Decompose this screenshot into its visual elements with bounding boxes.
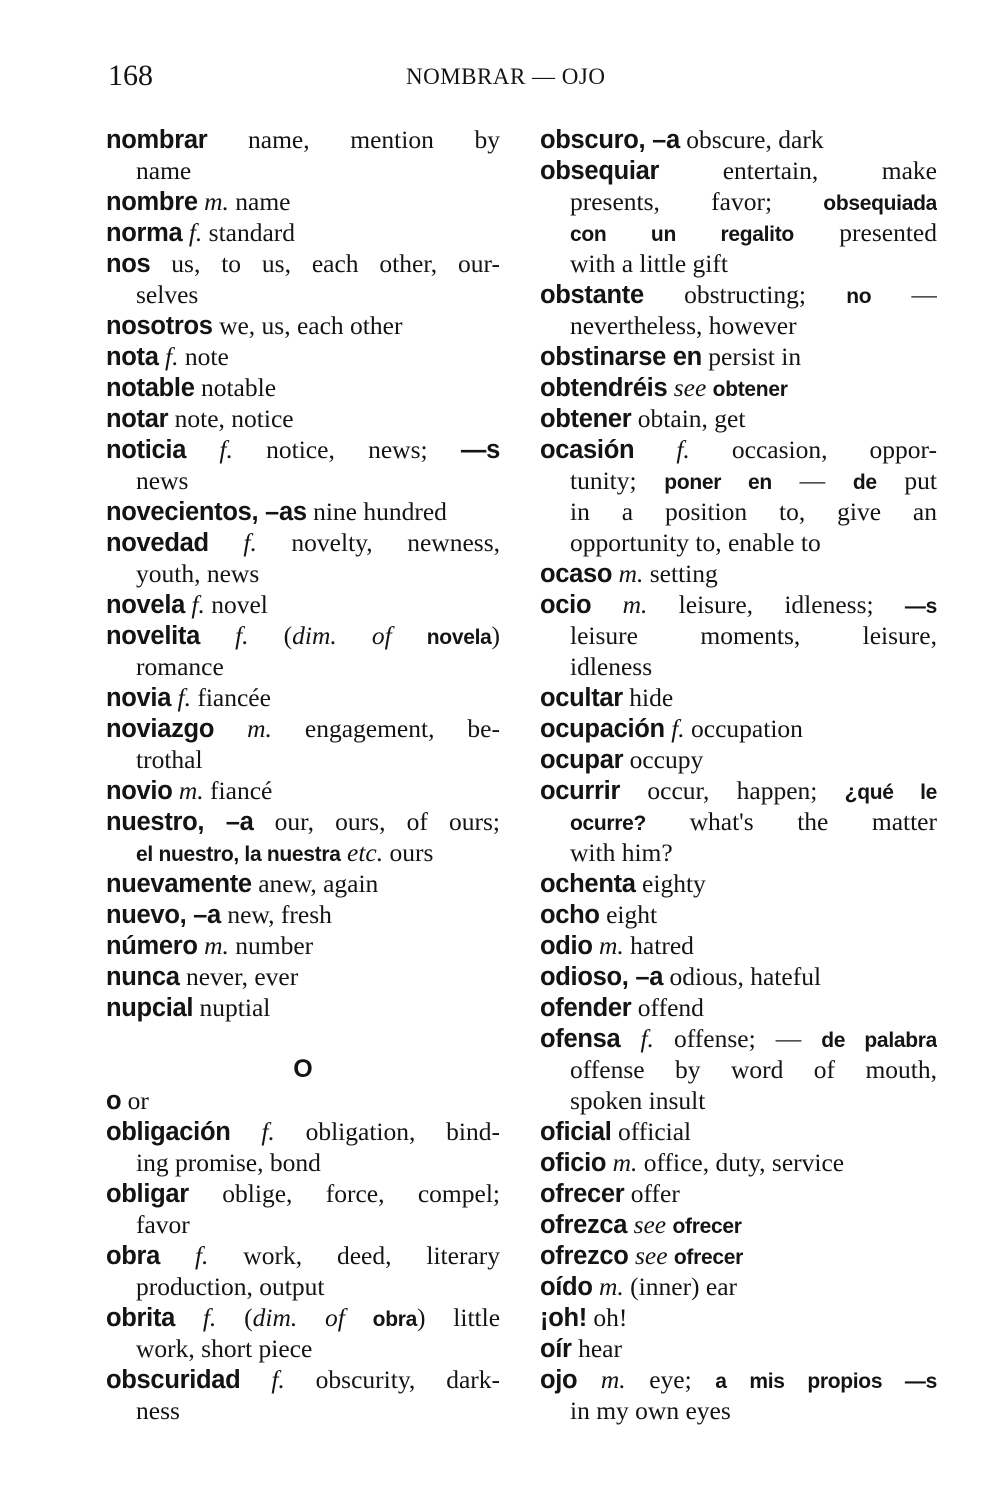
entry-continuation-line <box>106 837 500 868</box>
entry-line <box>540 899 937 930</box>
headword: nuevo, –a <box>106 901 221 929</box>
entry-line <box>540 341 937 372</box>
definition-text: (inner) ear <box>623 1272 738 1301</box>
grammar-label: f. <box>671 714 685 743</box>
definition-text: novel <box>204 590 268 619</box>
definition-text: name <box>228 187 291 216</box>
phrase: ocurre? <box>570 812 647 835</box>
definition-text: opportunity to, enable to <box>570 528 821 557</box>
definition-text: offer <box>624 1179 680 1208</box>
entry-line <box>106 775 500 806</box>
running-head: NOMBRAR — OJO <box>406 64 606 89</box>
definition-text: occur, happen; <box>620 776 845 805</box>
headword: nuevamente <box>106 870 252 898</box>
headword: número <box>106 932 198 960</box>
definition-text <box>214 714 247 743</box>
entry-line <box>106 1085 500 1116</box>
headword: ocurrir <box>540 777 621 805</box>
right-column <box>540 124 937 1426</box>
definition-text <box>620 1024 640 1053</box>
entry-line <box>106 992 500 1023</box>
grammar-label: f. <box>219 435 233 464</box>
headword: nunca <box>106 963 180 991</box>
entry-line <box>540 1333 937 1364</box>
definition-text: with a little gift <box>570 249 728 278</box>
grammar-label: m. <box>204 931 229 960</box>
definition-text <box>240 1365 271 1394</box>
headword: nombre <box>106 188 198 216</box>
headword: nombrar <box>106 126 208 154</box>
headword: ofrecer <box>540 1180 625 1208</box>
definition-text: office, duty, service <box>637 1148 845 1177</box>
entry-line <box>540 1271 937 1302</box>
entry-line <box>540 1178 937 1209</box>
definition-text: obstructing; <box>643 280 847 309</box>
entry-continuation-line <box>106 1395 500 1426</box>
headword: norma <box>106 219 183 247</box>
entry-line <box>540 992 937 1023</box>
definition-text: ness <box>136 1396 180 1425</box>
grammar-label: see <box>633 1210 667 1239</box>
grammar-label: f. <box>235 621 249 650</box>
entry-continuation-line <box>540 217 937 248</box>
definition-text: eight <box>599 900 658 929</box>
grammar-label: m. <box>599 1272 624 1301</box>
grammar-label: m. <box>204 187 229 216</box>
definition-text: standard <box>202 218 296 247</box>
headword: obstante <box>540 281 644 309</box>
definition-text: odious, hateful <box>663 962 822 991</box>
definition-text <box>345 1303 373 1332</box>
entry-line <box>540 1364 937 1395</box>
grammar-label: dim. of <box>292 621 392 650</box>
definition-text: selves <box>136 280 199 309</box>
definition-text: note, notice <box>168 404 294 433</box>
definition-text <box>160 1241 195 1270</box>
definition-text: in my own eyes <box>570 1396 731 1425</box>
grammar-label: m. <box>612 1148 638 1177</box>
definition-text: oh! <box>586 1303 628 1332</box>
entry-line <box>540 1240 937 1271</box>
definition-text: occupy <box>623 745 704 774</box>
entry-line <box>106 899 500 930</box>
entry-continuation-line <box>540 837 937 868</box>
definition-text: obtain, get <box>631 404 746 433</box>
grammar-label: m. <box>600 1365 626 1394</box>
phrase: de <box>852 471 877 494</box>
entry-line <box>540 1302 937 1333</box>
entry-line <box>106 310 500 341</box>
definition-text <box>231 1117 262 1146</box>
phrase: novela <box>426 626 492 649</box>
headword: oír <box>540 1335 572 1363</box>
grammar-label: m. <box>247 714 272 743</box>
headword: obtener <box>540 405 632 433</box>
headword: obstinarse en <box>540 343 702 371</box>
entry-line <box>106 868 500 899</box>
entry-line <box>540 1023 937 1054</box>
headword: nosotros <box>106 312 213 340</box>
definition-text: news <box>136 466 189 495</box>
entry-continuation-line <box>540 527 937 558</box>
entry-line <box>106 713 500 744</box>
definition-text: hear <box>571 1334 622 1363</box>
entry-line <box>540 279 937 310</box>
entry-line <box>106 930 500 961</box>
headword: nuestro, –a <box>106 808 254 836</box>
grammar-label: dim. of <box>252 1303 345 1332</box>
definition-text: fiancé <box>203 776 273 805</box>
section-gap <box>106 1023 500 1054</box>
headword: obrita <box>106 1304 176 1332</box>
headword: noticia <box>106 436 187 464</box>
definition-text: setting <box>643 559 718 588</box>
entry-continuation-line <box>540 310 937 341</box>
definition-text <box>186 435 219 464</box>
definition-text: youth, news <box>136 559 260 588</box>
definition-text: trothal <box>136 745 203 774</box>
definition-text: offend <box>631 993 704 1022</box>
definition-text: in a position to, give an <box>570 497 937 526</box>
entry-line <box>540 775 937 806</box>
entry-continuation-line <box>540 806 937 837</box>
entry-line <box>540 124 937 155</box>
grammar-label: f. <box>188 218 203 247</box>
headword: obligar <box>106 1180 189 1208</box>
entry-continuation-line <box>106 651 500 682</box>
grammar-label: m. <box>178 776 204 805</box>
definition-text: favor <box>136 1210 190 1239</box>
entry-line <box>540 589 937 620</box>
headword: ocho <box>540 901 600 929</box>
definition-text: name <box>136 156 192 185</box>
definition-text <box>392 621 427 650</box>
headword: ojo <box>540 1366 578 1394</box>
grammar-label: f. <box>640 1024 654 1053</box>
definition-text <box>175 1303 203 1332</box>
definition-text: what's the matter <box>646 807 937 836</box>
entry-line <box>106 682 500 713</box>
definition-text: leisure, idleness; <box>647 590 905 619</box>
definition-text <box>209 528 244 557</box>
headword: ocupar <box>540 746 624 774</box>
entry-line <box>106 403 500 434</box>
definition-text: with him? <box>570 838 673 867</box>
entry-continuation-line <box>540 620 937 651</box>
headword: ochenta <box>540 870 636 898</box>
headword: ofrezco <box>540 1242 629 1270</box>
grammar-label: f. <box>191 590 205 619</box>
entry-line <box>106 1302 500 1333</box>
headword: ofender <box>540 994 632 1022</box>
definition-text <box>634 435 676 464</box>
section-letter-heading: O <box>293 1055 313 1083</box>
grammar-label: f. <box>202 1303 217 1332</box>
entry-continuation-line <box>540 465 937 496</box>
grammar-label: m. <box>618 559 644 588</box>
definition-text: presented <box>793 218 937 247</box>
definition-text: ours <box>383 838 434 867</box>
headword: nupcial <box>106 994 194 1022</box>
grammar-label: f. <box>271 1365 285 1394</box>
definition-text: oblige, force, compel; <box>188 1179 500 1208</box>
headword: nos <box>106 250 151 278</box>
definition-text <box>200 621 235 650</box>
entry-line <box>106 961 500 992</box>
phrase: ¿qué le <box>844 781 937 804</box>
page-number: 168 <box>108 59 153 92</box>
phrase: —s <box>904 595 937 618</box>
headword: obscuridad <box>106 1366 241 1394</box>
definition-text: fiancée <box>190 683 271 712</box>
definition-text: hatred <box>623 931 694 960</box>
entry-line <box>106 124 500 155</box>
phrase: obsequiada <box>823 192 937 215</box>
definition-text: occasion, oppor- <box>689 435 937 464</box>
grammar-label: f. <box>165 342 179 371</box>
headword: o <box>106 1087 122 1115</box>
headword: ofensa <box>540 1025 621 1053</box>
grammar-label: f. <box>243 528 257 557</box>
phrase: ofrecer <box>672 1215 742 1238</box>
definition-text: we, us, each other <box>212 311 403 340</box>
definition-text: official <box>611 1117 692 1146</box>
grammar-label: see <box>634 1241 668 1270</box>
entry-continuation-line <box>106 155 500 186</box>
entry-continuation-line <box>540 496 937 527</box>
definition-text: nuptial <box>193 993 271 1022</box>
entry-continuation-line <box>106 1147 500 1178</box>
definition-text: eye; <box>625 1365 716 1394</box>
definition-text: obscure, dark <box>679 125 824 154</box>
entry-line <box>106 1178 500 1209</box>
phrase: obtener <box>712 378 788 401</box>
headword: obra <box>106 1242 161 1270</box>
headword: ¡oh! <box>540 1304 587 1332</box>
headword: novelita <box>106 622 200 650</box>
entry-line <box>540 1147 937 1178</box>
definition-text: number <box>228 931 314 960</box>
entry-continuation-line <box>106 1209 500 1240</box>
headword: notable <box>106 374 195 402</box>
definition-text: our, ours, of ours; <box>253 807 500 836</box>
grammar-label: f. <box>261 1117 275 1146</box>
definition-text: romance <box>136 652 224 681</box>
definition-text: ) little <box>416 1303 500 1332</box>
entry-line <box>106 434 500 465</box>
grammar-label: m. <box>622 590 648 619</box>
headword: noviazgo <box>106 715 215 743</box>
grammar-label: f. <box>177 683 191 712</box>
entry-line <box>106 186 500 217</box>
definition-text: us, to us, each other, our- <box>150 249 500 278</box>
entry-line <box>540 930 937 961</box>
definition-text: hide <box>622 683 674 712</box>
headword: novia <box>106 684 172 712</box>
definition-text: — <box>771 466 853 495</box>
entry-continuation-line <box>540 186 937 217</box>
grammar-label: m. <box>599 931 624 960</box>
entry-continuation-line <box>106 1271 500 1302</box>
entry-line <box>540 558 937 589</box>
phrase: a mis propios —s <box>715 1370 937 1393</box>
definition-text: notice, news; <box>232 435 461 464</box>
entry-line <box>106 527 500 558</box>
entry-line <box>106 217 500 248</box>
phrase: no <box>846 285 872 308</box>
definition-text: occupation <box>684 714 803 743</box>
definition-text: ing promise, bond <box>136 1148 321 1177</box>
definition-text: anew, again <box>251 869 379 898</box>
headword: novela <box>106 591 185 619</box>
definition-text: obligation, bind- <box>274 1117 500 1146</box>
definition-text: put <box>876 466 937 495</box>
definition-text: ) <box>491 621 500 650</box>
phrase: obra <box>372 1308 417 1331</box>
headword: ofrezca <box>540 1211 628 1239</box>
definition-text: or <box>121 1086 149 1115</box>
grammar-label: etc. <box>347 838 384 867</box>
entry-line <box>106 806 500 837</box>
headword: —s <box>460 436 500 464</box>
definition-text: production, output <box>136 1272 325 1301</box>
definition-text <box>591 590 622 619</box>
headword: obscuro, –a <box>540 126 680 154</box>
headword: novecientos, –as <box>106 498 307 526</box>
definition-text: eighty <box>635 869 706 898</box>
entry-continuation-line <box>106 744 500 775</box>
entry-line <box>106 620 500 651</box>
definition-text: new, fresh <box>220 900 332 929</box>
headword: obsequiar <box>540 157 660 185</box>
phrase: poner en <box>664 471 772 494</box>
entry-line <box>106 496 500 527</box>
definition-text: ( <box>216 1303 253 1332</box>
headword: ocupación <box>540 715 665 743</box>
definition-text: engagement, be- <box>271 714 500 743</box>
entry-line <box>540 155 937 186</box>
entry-line <box>540 372 937 403</box>
definition-text: note <box>178 342 229 371</box>
definition-text: offense; — <box>653 1024 822 1053</box>
entry-continuation-line <box>540 1395 937 1426</box>
phrase: con un regalito <box>570 223 794 246</box>
definition-text: nine hundred <box>306 497 447 526</box>
entry-line <box>106 341 500 372</box>
headword: notar <box>106 405 169 433</box>
entry-line <box>106 372 500 403</box>
entry-line <box>540 1116 937 1147</box>
definition-text: nevertheless, however <box>570 311 797 340</box>
entry-continuation-line <box>540 248 937 279</box>
entry-line <box>106 1116 500 1147</box>
entry-line <box>540 403 937 434</box>
definition-text: notable <box>194 373 277 402</box>
definition-text: persist in <box>701 342 802 371</box>
headword: oficio <box>540 1149 607 1177</box>
definition-text: work, short piece <box>136 1334 313 1363</box>
entry-continuation-line <box>106 279 500 310</box>
definition-text: tunity; <box>570 466 665 495</box>
headword: novedad <box>106 529 209 557</box>
headword: ocasión <box>540 436 635 464</box>
entry-line <box>540 961 937 992</box>
definition-text: novelty, newness, <box>256 528 500 557</box>
phrase: de palabra <box>821 1029 937 1052</box>
grammar-label: f. <box>676 435 690 464</box>
headword: odio <box>540 932 593 960</box>
entry-line <box>106 1364 500 1395</box>
grammar-label: f. <box>194 1241 209 1270</box>
entry-continuation-line <box>106 1333 500 1364</box>
definition-text: leisure moments, leisure, <box>570 621 937 650</box>
headword: ocio <box>540 591 592 619</box>
headword: oído <box>540 1273 593 1301</box>
entry-line <box>540 434 937 465</box>
definition-text: work, deed, literary <box>208 1241 500 1270</box>
definition-text: never, ever <box>179 962 299 991</box>
definition-text: ( <box>248 621 293 650</box>
headword: ocaso <box>540 560 613 588</box>
phrase: ofrecer <box>673 1246 744 1269</box>
definition-text: — <box>871 280 937 309</box>
entry-continuation-line <box>106 465 500 496</box>
page-header <box>0 58 1000 98</box>
entry-continuation-line <box>540 651 937 682</box>
definition-text <box>577 1365 601 1394</box>
phrase: el nuestro, la nuestra <box>136 843 341 866</box>
entry-continuation-line <box>540 1085 937 1116</box>
entry-line <box>106 248 500 279</box>
headword: nota <box>106 343 159 371</box>
headword: obtendréis <box>540 374 668 402</box>
definition-text: spoken insult <box>570 1086 706 1115</box>
definition-text: presents, favor; <box>570 187 824 216</box>
entry-line <box>540 682 937 713</box>
definition-text: entertain, make <box>659 156 937 185</box>
left-column <box>106 124 500 1426</box>
entry-line <box>540 713 937 744</box>
definition-text: obscurity, dark- <box>284 1365 500 1394</box>
entry-line <box>540 744 937 775</box>
headword: odioso, –a <box>540 963 664 991</box>
entry-continuation-line <box>106 558 500 589</box>
headword: obligación <box>106 1118 231 1146</box>
definition-text: offense by word of mouth, <box>570 1055 937 1084</box>
definition-text: idleness <box>570 652 653 681</box>
headword: oficial <box>540 1118 612 1146</box>
entry-line <box>540 1209 937 1240</box>
entry-line <box>106 1240 500 1271</box>
entry-line <box>540 868 937 899</box>
entry-line <box>106 589 500 620</box>
grammar-label: see <box>673 373 707 402</box>
definition-text: name, mention by <box>207 125 500 154</box>
headword: ocultar <box>540 684 623 712</box>
entry-continuation-line <box>540 1054 937 1085</box>
headword: novio <box>106 777 173 805</box>
